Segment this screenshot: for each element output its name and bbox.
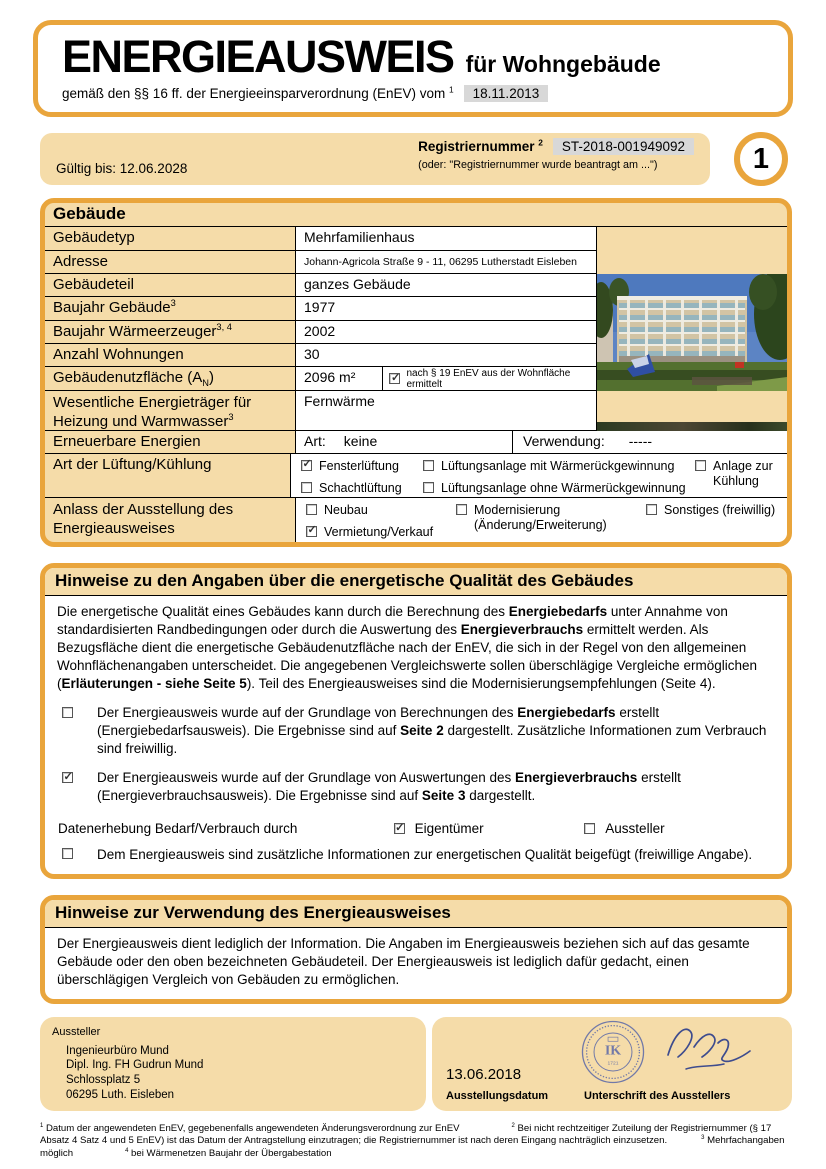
table-row bbox=[45, 454, 787, 498]
row-label: Baujahr Wärmeerzeuger$^{3, 4}$ bbox=[45, 321, 295, 344]
data-collection-label: Datenerhebung Bedarf/Verbrauch durch bbox=[58, 820, 298, 836]
stamp-icon bbox=[580, 1019, 646, 1085]
row-label: Anlass der Ausstellung des Energieausweises bbox=[53, 501, 234, 537]
checkbox-extra-info[interactable] bbox=[62, 848, 73, 859]
data-collection-row bbox=[57, 820, 775, 838]
building-type-value: Mehrfamilienhaus bbox=[295, 227, 597, 251]
renewables-use-label: Verwendung: bbox=[523, 433, 605, 450]
issuer-address: Ingenieurbüro Mund Dipl. Ing. FH Gudrun Mund Schlossplatz 5 06295 Luth. Eisleben bbox=[66, 1044, 204, 1102]
checkbox-cooling-system[interactable] bbox=[695, 460, 706, 471]
quality-item bbox=[57, 704, 775, 758]
usage-body: Der Energieausweis dient lediglich der Information. Die Angaben im Energieausweis beziehen sich auf das gesamte Gebäude oder den oben bezeichneten Gebäudeteil. Der Energieausweis ist lediglich dafür gedacht, einen überschlägigen Vergleich von Gebäuden zu ermöglichen. bbox=[57, 935, 750, 987]
checkbox-shaft-ventilation[interactable] bbox=[301, 482, 312, 493]
page-number-badge: 1 bbox=[734, 132, 788, 186]
row-label: Art der Lüftung/Kühlung bbox=[45, 454, 290, 498]
enev-date-chip: 18.11.2013 bbox=[464, 85, 549, 102]
registration-box bbox=[40, 133, 710, 185]
building-panel bbox=[40, 198, 792, 547]
row-label: Erneuerbare Energien bbox=[45, 431, 295, 454]
heat-generator-year-value: 2002 bbox=[295, 321, 597, 344]
quality-section-title: Hinweise zu den Angaben über die energetische Qualität des Gebäudes bbox=[45, 568, 787, 596]
document-title: ENERGIEAUSWEIS bbox=[62, 31, 454, 82]
occasion-option: Modernisierung (Änderung/Erweiterung) bbox=[456, 503, 646, 532]
checkbox-issuer[interactable] bbox=[584, 823, 595, 834]
checkbox-new-building[interactable] bbox=[306, 504, 317, 515]
apartment-count-value: 30 bbox=[295, 344, 597, 367]
document-subtitle: für Wohngebäude bbox=[465, 51, 661, 77]
floor-area-note: ✓ nach § 19 EnEV aus der Wohnfläche ermittelt bbox=[383, 367, 596, 390]
issuer-label: Aussteller bbox=[52, 1025, 101, 1038]
ventilation-option: ✓ Fensterlüftung bbox=[301, 459, 423, 473]
issue-date-box bbox=[432, 1017, 792, 1111]
registration-number-value: ST-2018-001949092 bbox=[553, 138, 694, 155]
footnote: $^3$ Mehrfachangaben möglich bbox=[40, 1135, 785, 1159]
checkbox-floor-area-method[interactable] bbox=[389, 373, 400, 384]
quality-notes-panel bbox=[40, 563, 792, 878]
registration-row bbox=[40, 132, 793, 186]
issuer-row bbox=[40, 1017, 793, 1111]
signature-label: Unterschrift des Ausstellers bbox=[584, 1089, 731, 1102]
svg-text:1721: 1721 bbox=[607, 1060, 619, 1066]
extra-info-row bbox=[57, 846, 775, 864]
ventilation-option: Anlage zur Kühlung bbox=[695, 459, 781, 488]
usage-notes-panel bbox=[40, 895, 792, 1004]
issuer-box bbox=[40, 1017, 426, 1111]
usage-section-title: Hinweise zur Verwendung des Energieausweises bbox=[45, 900, 787, 928]
row-label: Anzahl Wohnungen bbox=[45, 344, 295, 367]
data-collection-option: Aussteller bbox=[584, 820, 775, 838]
floor-area-value: 2096 m² bbox=[296, 367, 383, 390]
checkbox-ventilation-no-heat-recovery[interactable] bbox=[423, 482, 434, 493]
address-value: Johann-Agricola Straße 9 - 11, 06295 Lutherstadt Eisleben bbox=[295, 251, 597, 274]
footnote: $^2$ Bei nicht rechtzeitiger Zuteilung der Registriernummer (§ 17 Absatz 4 Satz 4 und 5 EnEV) ist das Datum der Antragstellung einzutragen; die Registriernummer ist nach deren Eingang nachträglich einzusetzen. bbox=[40, 1122, 772, 1147]
footnotes bbox=[40, 1123, 790, 1161]
checkbox-window-ventilation[interactable] bbox=[301, 460, 312, 471]
checkbox-ventilation-heat-recovery[interactable] bbox=[423, 460, 434, 471]
quality-intro: Die energetische Qualität eines Gebäudes kann durch die Berechnung des Energiebedarfs unter Annahme von standardisierten Randbedingungen oder durch die Auswertung des Energieverbrauchs ermittelt werden. Als Bezugsfläche dient die energetische Gebäudenutzfläche nach der EnEV, die sich in der Regel von den allgemeinen Wohnflächenangaben unterscheidet. Die angegebenen Vergleichswerte sollen überschlägige Vergleiche ermöglichen (Erläuterungen - siehe Seite 5). Teil des Energieausweises sind die Modernisierungsempfehlungen (Seite 4). bbox=[57, 604, 757, 692]
signature-icon bbox=[660, 1021, 770, 1077]
quality-item-text: Der Energieausweis wurde auf der Grundlage von Auswertungen des Energieverbrauchs erstellt (Energieverbrauchsausweis). Die Ergebnisse sind auf Seite 3 dargestellt. bbox=[97, 769, 681, 803]
checkbox-owner[interactable] bbox=[394, 823, 405, 834]
issue-date: 13.06.2018 bbox=[446, 1065, 522, 1083]
checkbox-other-voluntary[interactable] bbox=[646, 504, 657, 515]
row-label: Gebäudeteil bbox=[45, 274, 295, 297]
ventilation-option: Lüftungsanlage ohne Wärmerückgewinnung bbox=[423, 481, 695, 495]
ventilation-option: Lüftungsanlage mit Wärmerückgewinnung bbox=[423, 459, 695, 473]
quality-item bbox=[57, 769, 775, 805]
checkbox-consumption-certificate[interactable] bbox=[62, 772, 73, 783]
renewables-use-value: ----- bbox=[628, 433, 653, 450]
law-reference: gemäß den §§ 16 ff. der Energieeinsparverordnung (EnEV) vom $^1$ bbox=[62, 84, 454, 102]
issue-date-label: Ausstellungsdatum bbox=[446, 1089, 549, 1102]
renewables-art-value: keine bbox=[343, 433, 378, 450]
checkbox-modernization[interactable] bbox=[456, 504, 467, 515]
table-row bbox=[45, 431, 787, 454]
registration-alt-note: (oder: "Registriernummer wurde beantragt am ...") bbox=[418, 159, 658, 172]
svg-text:IK: IK bbox=[604, 1043, 622, 1059]
row-label: Gebäudetyp bbox=[45, 227, 295, 251]
ventilation-option: Schachtlüftung bbox=[301, 481, 423, 495]
construction-year-value: 1977 bbox=[295, 297, 597, 321]
checkbox-rental-sale[interactable] bbox=[306, 526, 317, 537]
row-label: Adresse bbox=[45, 251, 295, 274]
data-collection-option: ✓ Eigentümer bbox=[394, 820, 585, 838]
row-label: Baujahr Gebäude$^3$ bbox=[45, 297, 295, 321]
building-table bbox=[45, 227, 787, 542]
occasion-option: Neubau bbox=[306, 503, 456, 517]
valid-until: Gültig bis: 12.06.2028 bbox=[56, 161, 188, 177]
checkbox-demand-certificate[interactable] bbox=[62, 707, 73, 718]
building-photo-graphic bbox=[597, 274, 787, 391]
building-section-title: Gebäude bbox=[45, 203, 787, 227]
row-label: Gebäudenutzfläche $(A_N)$ bbox=[45, 367, 295, 391]
registration-number-label: Registriernummer $^2$ bbox=[418, 137, 543, 155]
building-photo bbox=[597, 274, 787, 391]
table-row bbox=[45, 251, 787, 274]
footnote: $^4$ bei Wärmenetzen Baujahr der Übergabestation bbox=[125, 1147, 332, 1159]
photo-strip bbox=[597, 422, 787, 431]
extra-info-text: Dem Energieausweis sind zusätzliche Informationen zur energetischen Qualität beigefügt (freiwillige Angabe). bbox=[97, 846, 753, 862]
table-row bbox=[45, 498, 787, 542]
footnote: $^1$ Datum der angewendeten EnEV, gegebenenfalls angewendeten Änderungsverordnung zur EnEV bbox=[40, 1122, 460, 1134]
energy-carrier-value: Fernwärme bbox=[295, 391, 597, 431]
table-row bbox=[45, 227, 787, 251]
row-label: Wesentliche Energieträger für Heizung und Warmwasser$^3$ bbox=[45, 391, 295, 431]
renewables-art-label: Art: bbox=[304, 433, 326, 450]
occasion-option: Sonstiges (freiwillig) bbox=[646, 503, 775, 517]
building-part-value: ganzes Gebäude bbox=[295, 274, 597, 297]
quality-item-text: Der Energieausweis wurde auf der Grundlage von Berechnungen des Energiebedarfs erstellt (Energiebedarfsausweis). Die Ergebnisse sind auf Seite 2 dargestellt. Zusätzliche Informationen zum Verbrauch sind freiwillig. bbox=[97, 705, 767, 756]
occasion-option: ✓ Vermietung/Verkauf bbox=[306, 525, 456, 539]
header-box bbox=[33, 20, 793, 117]
